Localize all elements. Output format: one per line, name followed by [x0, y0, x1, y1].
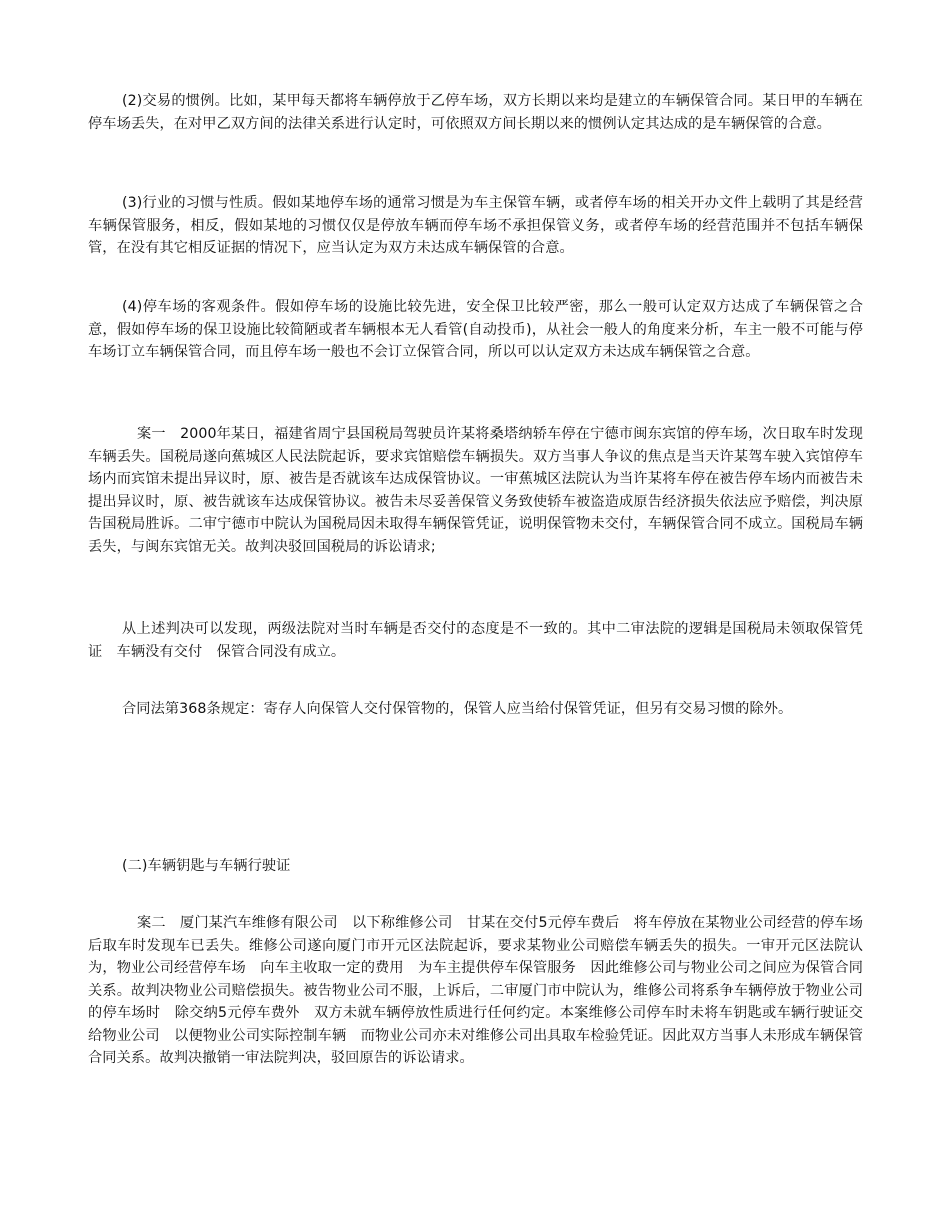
section-heading: (二)车辆钥匙与车辆行驶证 [122, 858, 291, 874]
paragraph-custom-of-transaction: (2)交易的惯例。比如，某甲每天都将车辆停放于乙停车场，双方长期以来均是建立的车辆保管合同。某日甲的车辆在停车场丢失，在对甲乙双方间的法律关系进行认定时，可依照双方间长期以来的惯例认定其达成的是车辆保管的合意。 [88, 93, 863, 132]
paragraph-analysis: 从上述判决可以发现，两级法院对当时车辆是否交付的态度是不一致的。其中二审法院的逻辑是国税局未领取保管凭证 车辆没有交付 保管合同没有成立。 [88, 621, 863, 660]
paragraph-industry-practice: (3)行业的习惯与性质。假如某地停车场的通常习惯是为车主保管车辆，或者停车场的相关开办文件上载明了其是经营车辆保管服务，相反，假如某地的习惯仅仅是停放车辆而停车场不承担保管义务，或者停车场的经营范围并不包括车辆保管，在没有其它相反证据的情况下，应当认定为双方未达成车辆保管的合意。 [88, 195, 863, 256]
paragraph-contract-law: 合同法第368条规定：寄存人向保管人交付保管物的，保管人应当给付保管凭证，但另有交易习惯的除外。 [122, 701, 793, 717]
paragraph-case-two: 案二 厦门某汽车维修有限公司 以下称维修公司 甘某在交付5元停车费后 将车停放在某物业公司经营的停车场 后取车时发现车已丢失。维修公司遂向厦门市开元区法院起诉，要求某物业公司赔偿车辆丢失的损失。一审开元区法院认为，物业公司经营停车场 向车主收取一定的费用 为车主提供停车保管服务 因此维修公司与物业公司之间应为保管合同关系。故判决物业公司赔偿损失。被告物业公司不服，上诉后，二审厦门市中院认为，维修公司将系争车辆停放于物业公司的停车场时 除交纳5元停车费外 双方未就车辆停放性质进行任何约定。本案维修公司停车时未将车钥匙或车辆行驶证交给物业公司 以便物业公司实际控制车辆 而物业公司亦未对维修公司出具取车检验凭证。因此双方当事人未形成车辆保管合同关系。故判决撤销一审法院判决，驳回原告的诉讼请求。 [88, 915, 878, 1066]
paragraph-case-one: 案一 2000年某日，福建省周宁县国税局驾驶员许某将桑塔纳轿车停在宁德市闽东宾馆的停车场，次日取车时发现车辆丢失。国税局遂向蕉城区人民法院起诉，要求宾馆赔偿车辆损失。双方当事人争议的焦点是当天许某驾车驶入宾馆停车场内而宾馆未提出异议时，原、被告是否就该车达成保管协议。一审蕉城区法院认为当许某将车停在被告停车场内而被告未提出异议时，原、被告就该车达成保管协议。被告未尽妥善保管义务致使轿车被盗造成原告经济损失依法应予赔偿，判决原告国税局胜诉。二审宁德市中院认为国税局因未取得车辆保管凭证，说明保管物未交付，车辆保管合同不成立。国税局车辆丢失，与闽东宾馆无关。故判决驳回国税局的诉讼请求; [88, 426, 863, 555]
paragraph-objective-conditions: (4)停车场的客观条件。假如停车场的设施比较先进，安全保卫比较严密，那么一般可认定双方达成了车辆保管之合意，假如停车场的保卫设施比较简陋或者车辆根本无人看管(自动投币)，从社会一般人的角度来分析，车主一般不可能与停车场订立车辆保管合同，而且停车场一般也不会订立保管合同，所以可以认定双方未达成车辆保管之合意。 [88, 299, 863, 360]
